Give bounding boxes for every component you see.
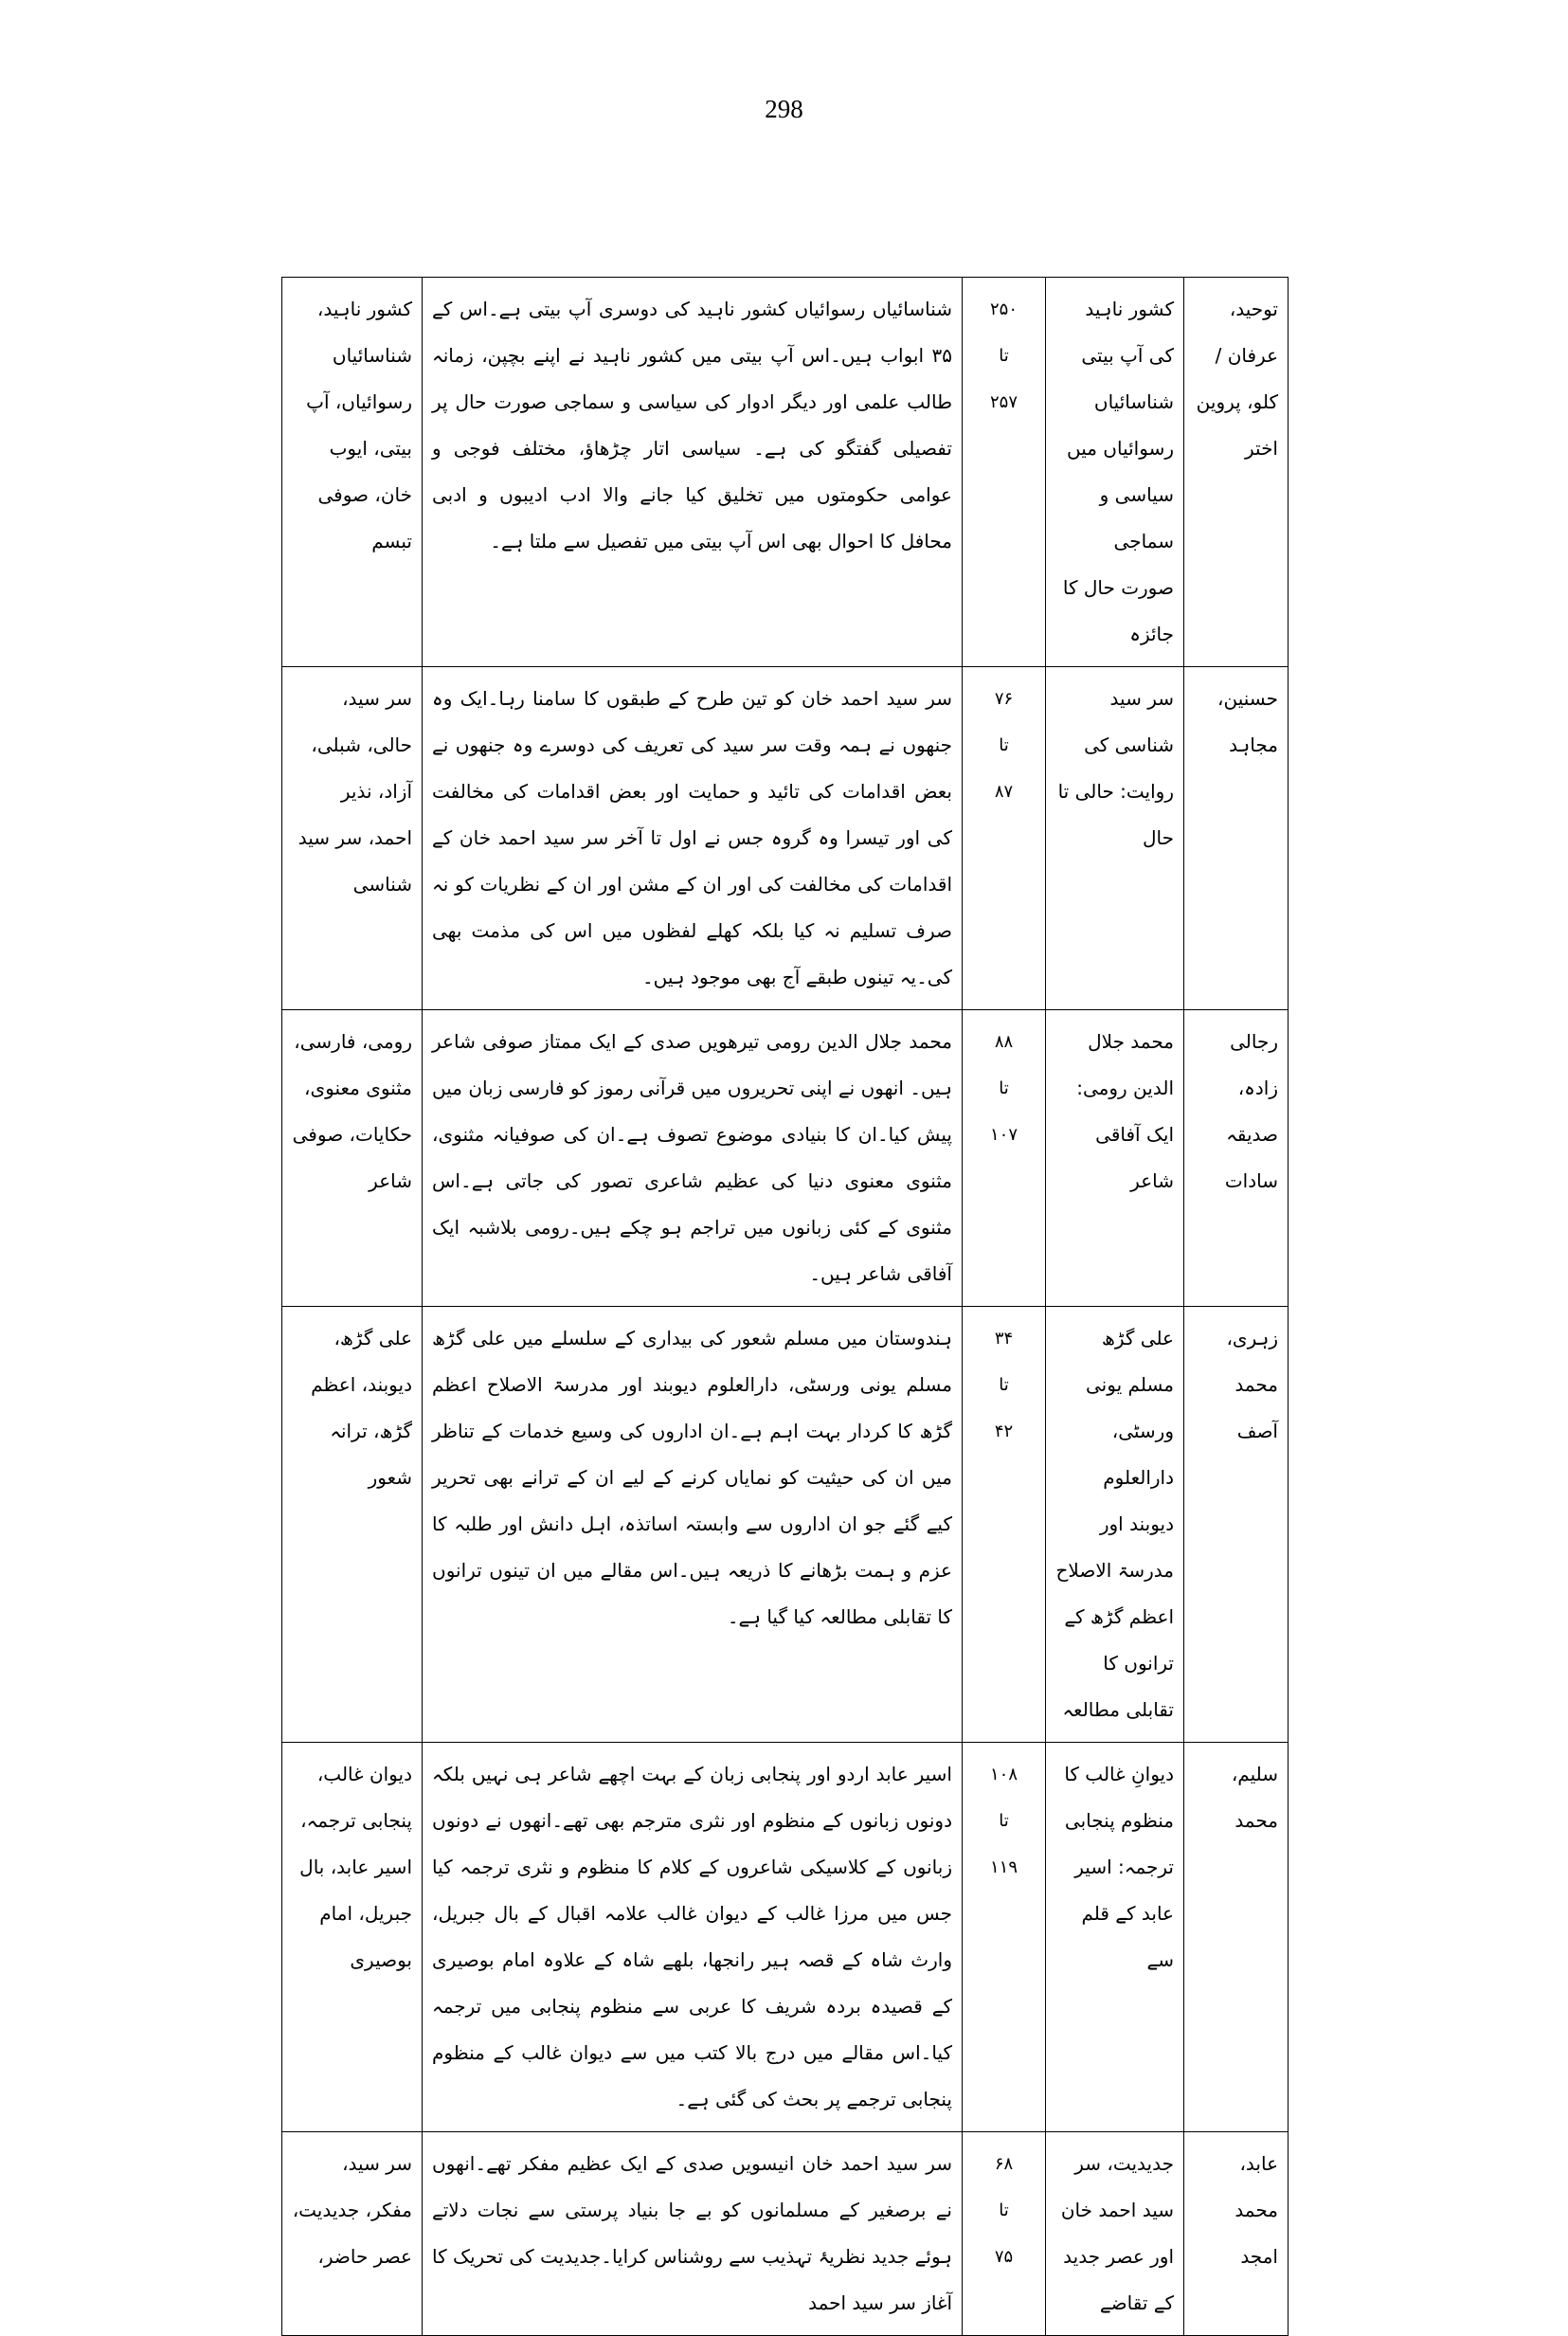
table-row [282,278,1289,667]
page-end: ۸۷ [994,782,1014,802]
pages-cell [963,278,1046,667]
bibliography-table-wrapper [281,277,1288,2336]
pages-cell [963,1010,1046,1307]
abstract-cell: سر سید احمد خان انیسویں صدی کے ایک عظیم مفکر تھے۔انھوں نے برصغیر کے مسلمانوں کو بے جا بنیاد پرستی سے نجات دلاتے ہوئے جدید نظریۂ تہذیب سے روشناس کرایا۔جدیدیت کی تحریک کا آغاز سر سید احمد [423,2132,963,2336]
title-cell: علی گڑھ مسلم یونی ورسٹی، دارالعلوم دیوبند اور مدرسۃ الاصلاح اعظم گڑھ کے ترانوں کا تقابلی مطالعہ [1046,1307,1184,1743]
page-end: ۷۵ [994,2247,1014,2267]
page-end: ۲۵۷ [989,392,1018,412]
title-cell: جدیدیت، سر سید احمد خان اور عصر جدید کے تقاضے [1046,2132,1184,2336]
page-number: 298 [765,95,803,123]
keywords-cell: دیوان غالب، پنجابی ترجمہ، اسیر عابد، بال جبریل، امام بوصیری [282,1743,423,2132]
page-start: ۸۸ [994,1032,1014,1052]
author-cell: حسنین، مجاہد [1184,667,1289,1010]
abstract-cell: ہندوستان میں مسلم شعور کی بیداری کے سلسلے میں علی گڑھ مسلم یونی ورسٹی، دارالعلوم دیوبند اور مدرسۃ الاصلاح اعظم گڑھ کا کردار بہت اہم ہے۔ان اداروں کی وسیع خدمات کے تناظر میں ان کی حیثیت کو نمایاں کرنے کے لیے ان کے ترانے بھی تحریر کیے گئے جو ان اداروں سے وابستہ اساتذہ، اہل دانش اور طلبہ کا عزم و ہمت بڑھانے کا ذریعہ ہیں۔اس مقالے میں ان تینوں ترانوں کا تقابلی مطالعہ کیا گیا ہے۔ [423,1307,963,1743]
page-range-separator: تا [999,346,1009,366]
author-cell: رجالی زادہ، صدیقہ سادات [1184,1010,1289,1307]
abstract-cell: سر سید احمد خان کو تین طرح کے طبقوں کا سامنا رہا۔ایک وہ جنھوں نے ہمہ وقت سر سید کی تعریف کی دوسرے وہ جنھوں نے بعض اقدامات کی تائید و حمایت اور بعض اقدامات کی مخالفت کی اور تیسرا وہ گروہ جس نے اول تا آخر سر سید احمد خان کے اقدامات کی مخالفت کی اور ان کے مشن اور ان کے نظریات کو نہ صرف تسلیم نہ کیا بلکہ کھلے لفظوں میں اس کی مذمت بھی کی۔یہ تینوں طبقے آج بھی موجود ہیں۔ [423,667,963,1010]
page-end: ۴۲ [994,1422,1014,1441]
pages-cell [963,1307,1046,1743]
title-cell: کشور ناہید کی آپ بیتی شناسائیاں رسوائیاں میں سیاسی و سماجی صورت حال کا جائزہ [1046,278,1184,667]
keywords-cell: سر سید، حالی، شبلی، آزاد، نذیر احمد، سر سید شناسی [282,667,423,1010]
page-range-separator: تا [999,1375,1009,1395]
title-cell: سر سید شناسی کی روایت: حالی تا حال [1046,667,1184,1010]
page-range-separator: تا [999,735,1009,755]
abstract-cell: اسیر عابد اردو اور پنجابی زبان کے بہت اچھے شاعر ہی نہیں بلکہ دونوں زبانوں کے منظوم اور نثری مترجم بھی تھے۔انھوں نے دونوں زبانوں کے کلاسیکی شاعروں کے کلام کا منظوم و نثری ترجمہ کیا جس میں مرزا غالب کے دیوان غالب علامہ اقبال کے بال جبریل، وارث شاہ کے قصہ ہیر رانجھا، بلھے شاہ کے علاوہ امام بوصیری کے قصیدہ بردہ شریف کا عربی سے منظوم پنجابی میں ترجمہ کیا۔اس مقالے میں درج بالا کتب میں سے دیوان غالب کے منظوم پنجابی ترجمے پر بحث کی گئی ہے۔ [423,1743,963,2132]
page-range-separator: تا [999,1811,1009,1831]
page-range-separator: تا [999,2200,1009,2220]
table-row [282,1010,1289,1307]
page-start: ۷۶ [994,689,1014,709]
abstract-cell: شناسائیاں رسوائیاں کشور ناہید کی دوسری آپ بیتی ہے۔اس کے ۳۵ ابواب ہیں۔اس آپ بیتی میں کشور ناہید نے اپنے بچپن، زمانہ طالب علمی اور دیگر ادوار کی سیاسی و سماجی صورت حال پر تفصیلی گفتگو کی ہے۔ سیاسی اتار چڑھاؤ، مختلف فوجی و عوامی حکومتوں میں تخلیق کیا جانے والا ادب ادیبوں و ادبی محافل کا احوال بھی اس آپ بیتی میں تفصیل سے ملتا ہے۔ [423,278,963,667]
table-row [282,1743,1289,2132]
table-row [282,2132,1289,2336]
pages-cell [963,2132,1046,2336]
author-cell: عابد، محمد امجد [1184,2132,1289,2336]
bibliography-table [281,277,1289,2336]
abstract-cell: محمد جلال الدین رومی تیرھویں صدی کے ایک ممتاز صوفی شاعر ہیں۔ انھوں نے اپنی تحریروں میں قرآنی رموز کو فارسی زبان میں پیش کیا۔ان کا بنیادی موضوع تصوف ہے۔ان کی صوفیانہ مثنوی، مثنوی معنوی دنیا کی عظیم شاعری تصور کی جاتی ہے۔اس مثنوی کے کئی زبانوں میں تراجم ہو چکے ہیں۔رومی بلاشبہ ایک آفاقی شاعر ہیں۔ [423,1010,963,1307]
table-row [282,667,1289,1010]
page-start: ۱۰۸ [989,1765,1018,1784]
page-range-separator: تا [999,1078,1009,1098]
author-cell: سلیم، محمد [1184,1743,1289,2132]
title-cell: محمد جلال الدین رومی: ایک آفاقی شاعر [1046,1010,1184,1307]
pages-cell [963,667,1046,1010]
author-cell: زہری، محمد آصف [1184,1307,1289,1743]
page-start: ۲۵۰ [989,299,1018,319]
keywords-cell: کشور ناہید، شناسائیاں رسوائیاں، آپ بیتی، ایوب خان، صوفی تبسم [282,278,423,667]
page-end: ۱۰۷ [989,1125,1018,1145]
author-cell: توحید، عرفان / کلو، پروین اختر [1184,278,1289,667]
keywords-cell: سر سید، مفکر، جدیدیت، عصر حاضر، [282,2132,423,2336]
keywords-cell: علی گڑھ، دیوبند، اعظم گڑھ، ترانہ شعور [282,1307,423,1743]
page-start: ۳۴ [994,1329,1014,1349]
pages-cell [963,1743,1046,2132]
table-row [282,1307,1289,1743]
page-start: ۶۸ [994,2154,1014,2174]
title-cell: دیوانِ غالب کا منظوم پنجابی ترجمہ: اسیر عابد کے قلم سے [1046,1743,1184,2132]
keywords-cell: رومی، فارسی، مثنوی معنوی، حکایات، صوفی شاعر [282,1010,423,1307]
page-end: ۱۱۹ [989,1857,1018,1877]
